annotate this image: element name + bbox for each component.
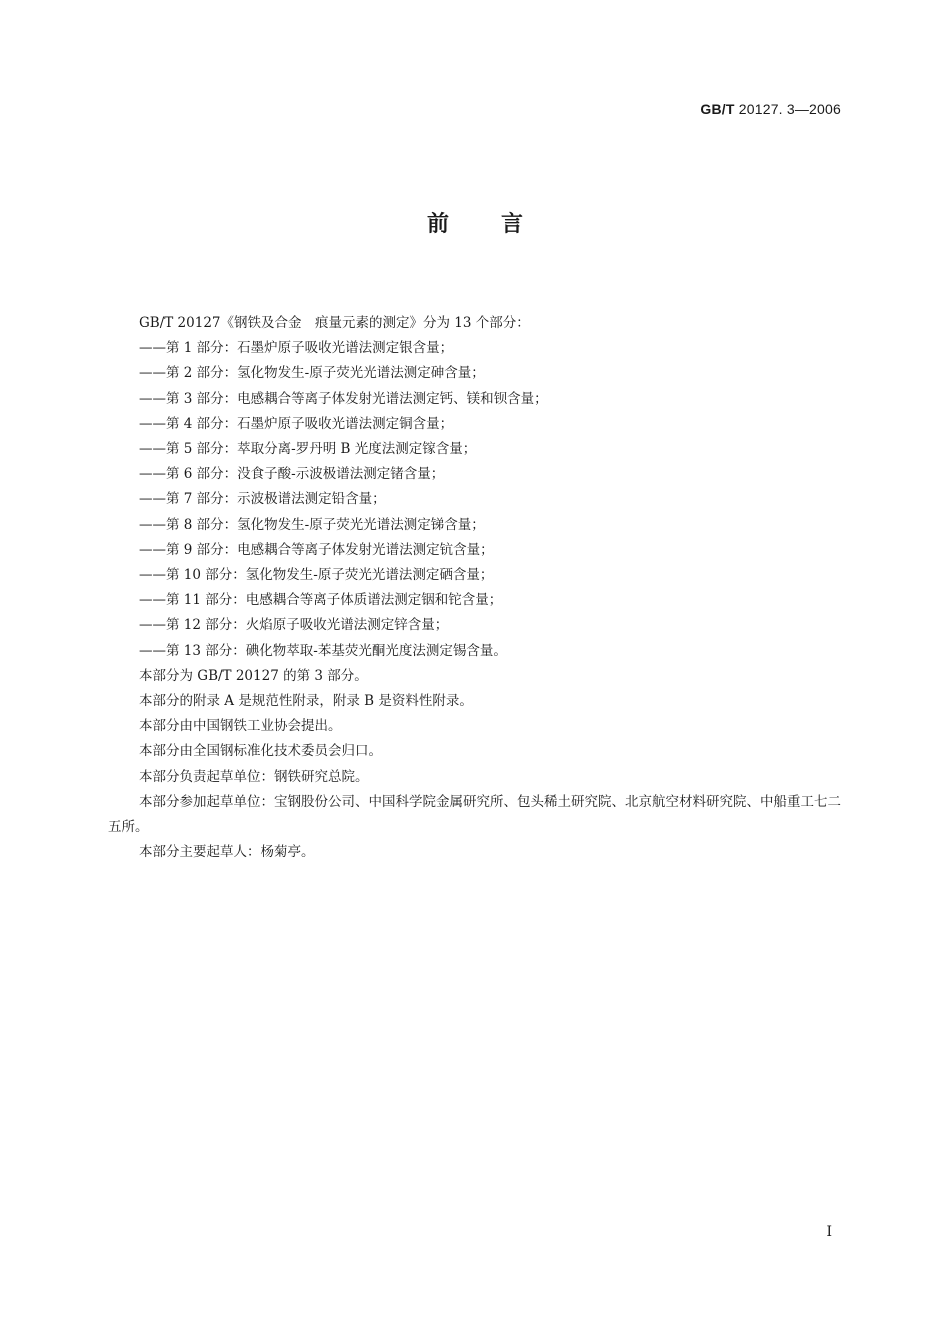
page-title: 前言 [426,212,575,237]
statement-paragraph: 本部分参加起草单位：宝钢股份公司、中国科学院金属研究所、包头稀土研究院、北京航空材料研究院、中船重工七二五所。 [108,793,841,836]
statement-paragraph: 本部分的附录 A 是规范性附录，附录 B 是资料性附录。 [139,693,473,710]
standard-number: 20127. 3—2006 [734,101,841,117]
standard-code-header [700,101,841,117]
standard-prefix: GB/T [700,101,735,117]
statement-paragraph: 本部分由中国钢铁工业协会提出。 [139,718,342,735]
part-list-item: ——第 13 部分：碘化物萃取-苯基荧光酮光度法测定锡含量。 [139,642,507,659]
part-list-item: ——第 11 部分：电感耦合等离子体质谱法测定铟和铊含量； [139,592,503,609]
part-list-item: ——第 4 部分：石墨炉原子吸收光谱法测定铜含量； [139,415,454,432]
part-list-item: ——第 1 部分：石墨炉原子吸收光谱法测定银含量； [139,340,454,357]
part-list-item: ——第 7 部分：示波极谱法测定铅含量； [139,491,386,508]
part-list-item: ——第 8 部分：氢化物发生-原子荧光光谱法测定锑含量； [139,516,485,533]
statement-paragraph: 本部分负责起草单位：钢铁研究总院。 [139,768,369,785]
statement-paragraph: 本部分为 GB/T 20127 的第 3 部分。 [139,667,368,684]
part-list-item: ——第 9 部分：电感耦合等离子体发射光谱法测定钪含量； [139,541,494,558]
statement-paragraph: 本部分由全国钢标准化技术委员会归口。 [139,743,382,760]
part-list-item: ——第 12 部分：火焰原子吸收光谱法测定锌含量； [139,617,449,634]
page-number: I [826,1224,832,1240]
part-list-item: ——第 10 部分：氢化物发生-原子荧光光谱法测定硒含量； [139,567,494,584]
intro-paragraph: GB/T 20127《钢铁及合金 痕量元素的测定》分为 13 个部分： [139,315,530,331]
part-list-item: ——第 5 部分：萃取分离-罗丹明 B 光度法测定镓含量； [139,441,477,458]
part-list-item: ——第 2 部分：氢化物发生-原子荧光光谱法测定砷含量； [139,365,485,382]
foreword-body [108,311,844,865]
part-list-item: ——第 3 部分：电感耦合等离子体发射光谱法测定钙、镁和钡含量； [139,390,548,407]
statement-paragraph: 本部分主要起草人：杨菊亭。 [139,844,315,861]
part-list-item: ——第 6 部分：没食子酸-示波极谱法测定锗含量； [139,466,445,483]
